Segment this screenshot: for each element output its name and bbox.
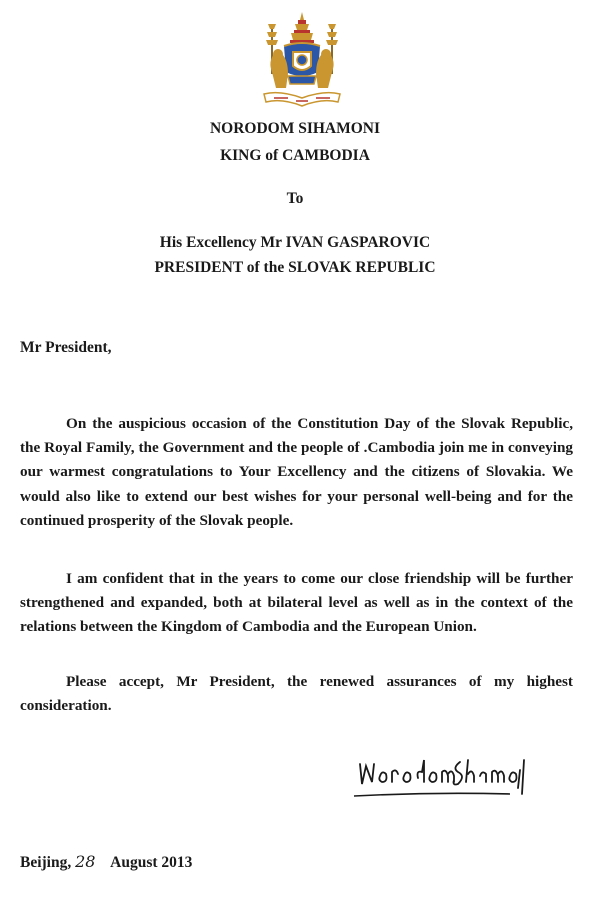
sender-title: KING of CAMBODIA: [220, 147, 370, 164]
body-paragraph-closing: Please accept, Mr President, the renewed assurances of my highest consideration.: [20, 673, 573, 715]
salutation: Mr President,: [20, 339, 112, 356]
date-day: 28: [75, 852, 96, 871]
date-place: Beijing,: [20, 854, 72, 871]
to-label: To: [286, 190, 304, 207]
date-line: [20, 852, 192, 872]
royal-coat-of-arms-icon: [258, 10, 346, 112]
body-paragraph-friendship: I am confident that in the years to come our close friendship will be further strengthened and expanded, both at bilateral level as well as in the context of the relations between the Kingdom of Cambodia and the European Union.: [20, 570, 573, 636]
body-paragraph-congratulations: On the auspicious occasion of the Constitution Day of the Slovak Republic, the Royal Family, the Government and the people of .Cambodia join me in conveying our warmest congratulations to Your Excellency and the citizens of Slovakia. We would also like to extend our best wishes for your personal well-being and for the continued prosperity of the Slovak people.: [20, 415, 573, 529]
addressee-name: His Excellency Mr IVAN GASPAROVIC: [159, 234, 431, 251]
sender-name: NORODOM SIHAMONI: [209, 120, 381, 137]
signature-icon: [352, 754, 530, 804]
addressee-title: PRESIDENT of the SLOVAK REPUBLIC: [154, 259, 436, 276]
date-month-year: August 2013: [110, 854, 193, 871]
